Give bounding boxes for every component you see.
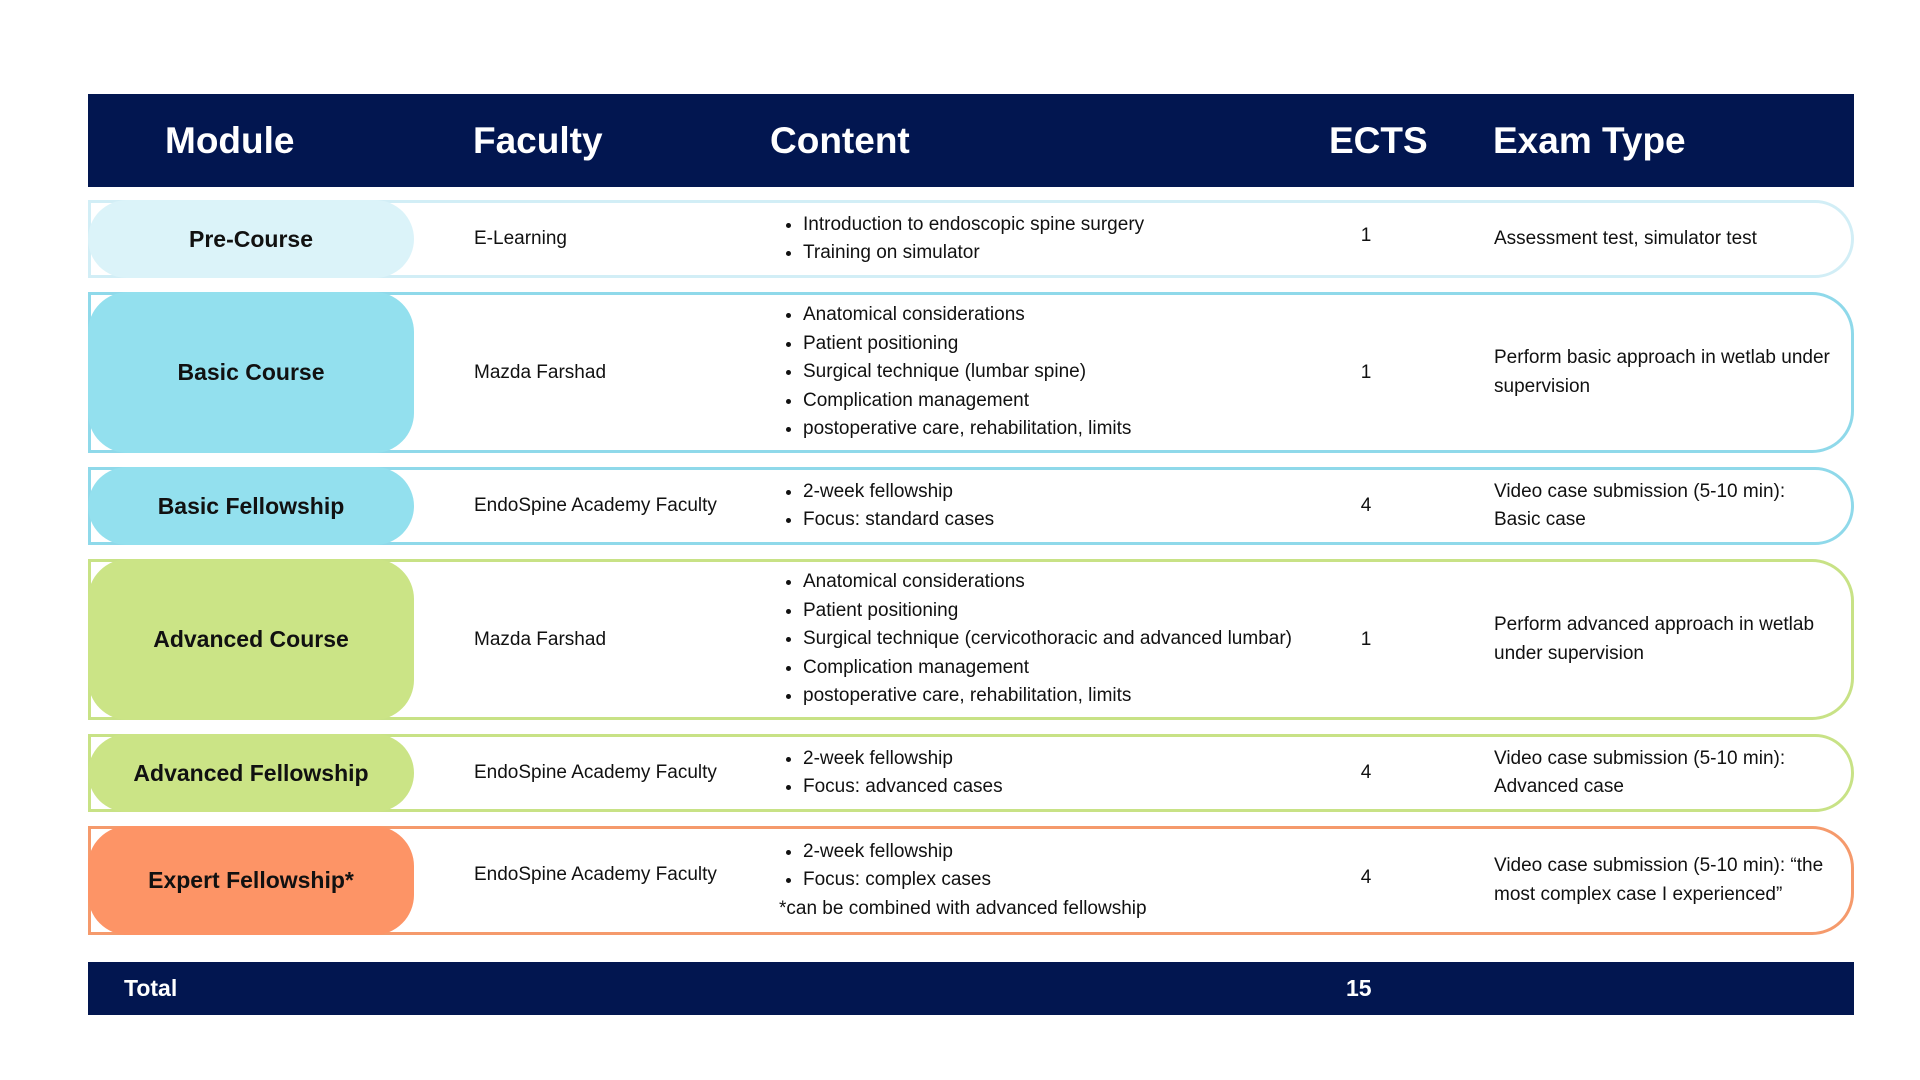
ects-cell: 1 xyxy=(1360,628,1372,650)
list-item: • Focus: complex cases xyxy=(803,866,991,895)
content-list xyxy=(781,301,1131,444)
list-item: • Anatomical considerations xyxy=(803,301,1131,330)
total-label: Total xyxy=(124,975,178,1001)
content-list xyxy=(781,478,994,535)
header-content: Content xyxy=(770,120,910,161)
table-row-expert-fellowship xyxy=(88,826,1854,935)
faculty-cell: Mazda Farshad xyxy=(474,361,607,383)
header-exam-type: Exam Type xyxy=(1493,120,1686,161)
header-ects: ECTS xyxy=(1329,120,1428,161)
module-pill: Advanced Course xyxy=(88,559,414,720)
table-row-basic-course xyxy=(88,292,1854,453)
list-item: • Training on simulator xyxy=(803,239,1144,268)
ects-cell: 4 xyxy=(1360,495,1372,516)
header-module: Module xyxy=(165,120,295,161)
list-item: • 2-week fellowship xyxy=(803,838,991,867)
exam-cell: Video case submission (5-10 min): Basic case xyxy=(1494,480,1786,530)
table-row-advanced-fellowship xyxy=(88,734,1854,812)
table-row-basic-fellowship xyxy=(88,467,1854,545)
content-cell xyxy=(781,562,1411,717)
list-item: • 2-week fellowship xyxy=(803,478,994,507)
content-list xyxy=(781,568,1292,711)
ects-cell: 4 xyxy=(1360,762,1372,783)
total-value: 15 xyxy=(1346,975,1372,1001)
content-list xyxy=(781,211,1144,268)
list-item: • Complication management xyxy=(803,387,1131,416)
list-item: • postoperative care, rehabilitation, limits xyxy=(803,415,1131,444)
content-cell xyxy=(781,470,1411,542)
module-pill: Advanced Fellowship xyxy=(88,734,414,812)
list-item: • Complication management xyxy=(803,654,1292,683)
exam-cell: Video case submission (5-10 min): “the most complex case I experienced” xyxy=(1494,855,1824,905)
list-item: • Patient positioning xyxy=(803,597,1292,626)
content-list xyxy=(781,745,1003,802)
exam-cell: Video case submission (5-10 min): Advanced case xyxy=(1494,747,1786,797)
faculty-cell: EndoSpine Academy Faculty xyxy=(474,762,717,783)
list-item: • Anatomical considerations xyxy=(803,568,1292,597)
exam-cell: Perform basic approach in wetlab under supervision xyxy=(1494,347,1830,397)
faculty-cell: E-Learning xyxy=(474,228,567,249)
content-cell xyxy=(781,295,1411,450)
table-header xyxy=(88,94,1854,187)
footnote: *can be combined with advanced fellowship xyxy=(779,897,1147,919)
list-item: • Focus: standard cases xyxy=(803,506,994,535)
exam-cell: Perform advanced approach in wetlab under supervision xyxy=(1494,614,1815,664)
module-pill: Pre-Course xyxy=(88,200,414,278)
list-item: • 2-week fellowship xyxy=(803,745,1003,774)
list-item: • Surgical technique (lumbar spine) xyxy=(803,358,1131,387)
ects-cell: 4 xyxy=(1360,866,1372,888)
module-pill: Expert Fellowship* xyxy=(88,826,414,935)
content-cell xyxy=(781,203,1411,275)
module-pill: Basic Fellowship xyxy=(88,467,414,545)
list-item: • postoperative care, rehabilitation, limits xyxy=(803,682,1292,711)
list-item: • Focus: advanced cases xyxy=(803,773,1003,802)
total-row xyxy=(88,962,1854,1015)
ects-cell: 1 xyxy=(1360,361,1372,383)
table-row-pre-course xyxy=(88,200,1854,278)
exam-cell: Assessment test, simulator test xyxy=(1494,227,1757,249)
ects-cell: 1 xyxy=(1360,225,1372,246)
header-faculty: Faculty xyxy=(473,120,603,161)
faculty-cell: EndoSpine Academy Faculty xyxy=(474,495,717,516)
faculty-cell: Mazda Farshad xyxy=(474,628,607,650)
list-item: • Patient positioning xyxy=(803,330,1131,359)
faculty-cell: EndoSpine Academy Faculty xyxy=(474,863,717,885)
module-pill: Basic Course xyxy=(88,292,414,453)
table-row-advanced-course xyxy=(88,559,1854,720)
content-cell xyxy=(781,829,1411,932)
content-cell xyxy=(781,737,1411,809)
list-item: • Introduction to endoscopic spine surgery xyxy=(803,211,1144,240)
content-list xyxy=(781,838,991,895)
list-item: • Surgical technique (cervicothoracic and advanced lumbar) xyxy=(803,625,1292,654)
